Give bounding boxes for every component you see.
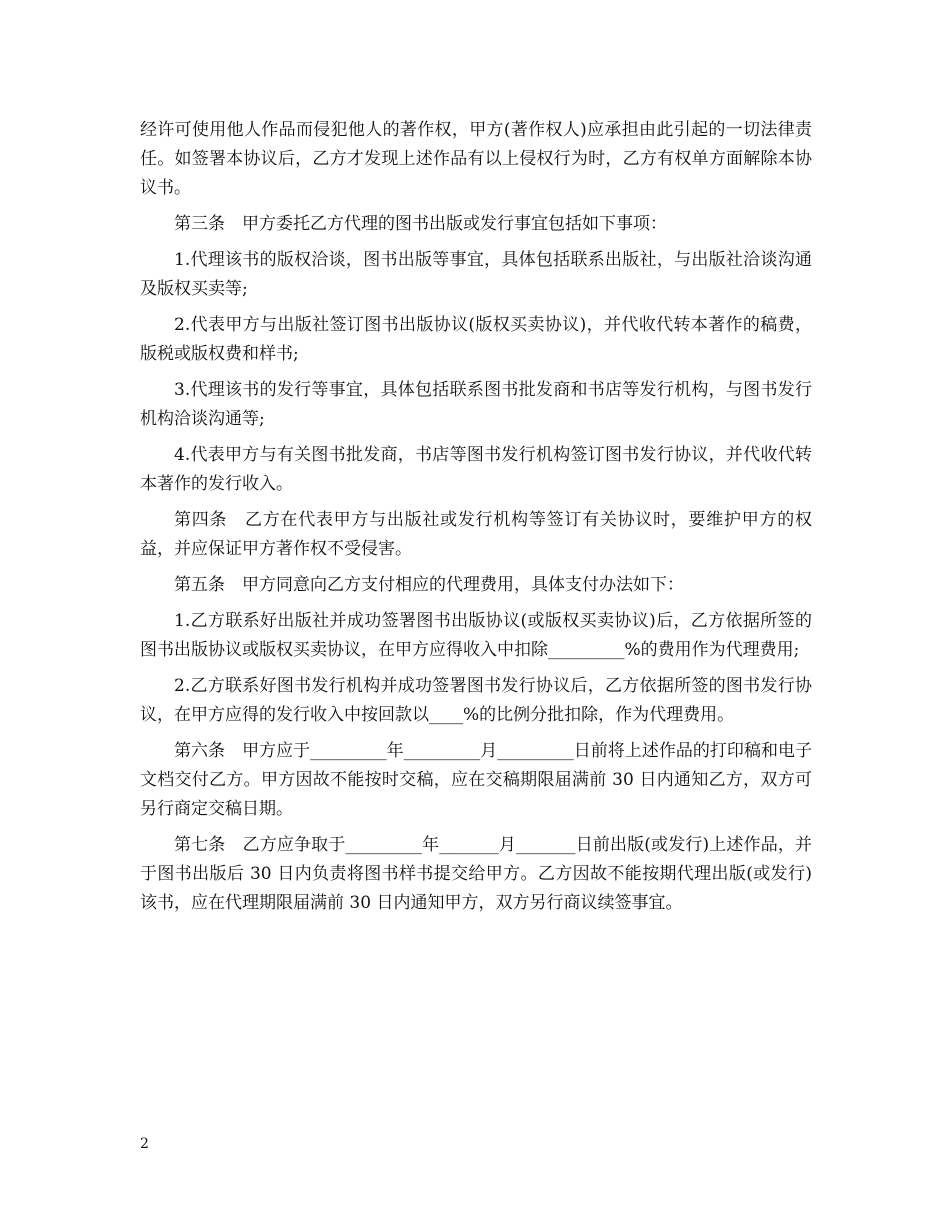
article-6: 第六条 甲方应于_________年_________月_________日前将上述作品的打印稿和电子文档交付乙方。甲方因故不能按时交稿，应在交稿期限届满前 30 日内通知乙方，双方可另行商定交稿日期。 — [140, 741, 812, 819]
article-5-item-2: 2.乙方联系好图书发行机构并成功签署图书发行协议后，乙方依据所签的图书发行协议，在甲方应得的发行收入中按回款以____%的比例分批扣除，作为代理费用。 — [140, 676, 812, 725]
article-7: 第七条 乙方应争取于_________年_______月_______日前出版(或发行)上述作品，并于图书出版后 30 日内负责将图书样书提交给甲方。乙方因故不能按期代理出版(或发行)该书，应在代理期限届满前 30 日内通知甲方，双方另行商议续签事宜。 — [140, 835, 812, 913]
page-number: 2 — [140, 1136, 149, 1152]
article-5-item-1: 1.乙方联系好出版社并成功签署图书出版协议(或版权买卖协议)后，乙方依据所签的图书出版协议或版权买卖协议，在甲方应得收入中扣除_________%的费用作为代理费用; — [140, 611, 812, 660]
paragraph-continuation: 经许可使用他人作品而侵犯他人的著作权，甲方(著作权人)应承担由此引起的一切法律责任。如签署本协议后，乙方才发现上述作品有以上侵权行为时，乙方有权单方面解除本协议书。 — [140, 120, 812, 198]
article-3-item-3: 3.代理该书的发行等事宜，具体包括联系图书批发商和书店等发行机构，与图书发行机构洽谈沟通等; — [140, 380, 812, 429]
article-3-item-2: 2.代表甲方与出版社签订图书出版协议(版权买卖协议)，并代收代转本著作的稿费，版税或版权费和样书; — [140, 315, 812, 364]
article-3-item-1: 1.代理该书的版权洽谈，图书出版等事宜，具体包括联系出版社，与出版社洽谈沟通及版权买卖等; — [140, 250, 812, 299]
document-body — [140, 116, 812, 925]
article-5-heading: 第五条 甲方同意向乙方支付相应的代理费用，具体支付办法如下： — [174, 575, 684, 595]
article-3-heading: 第三条 甲方委托乙方代理的图书出版或发行事宜包括如下事项： — [174, 214, 667, 234]
article-4: 第四条 乙方在代表甲方与出版社或发行机构等签订有关协议时，要维护甲方的权益，并应保证甲方著作权不受侵害。 — [140, 510, 812, 559]
article-3-item-4: 4.代表甲方与有关图书批发商，书店等图书发行机构签订图书发行协议，并代收代转本著作的发行收入。 — [140, 445, 812, 494]
